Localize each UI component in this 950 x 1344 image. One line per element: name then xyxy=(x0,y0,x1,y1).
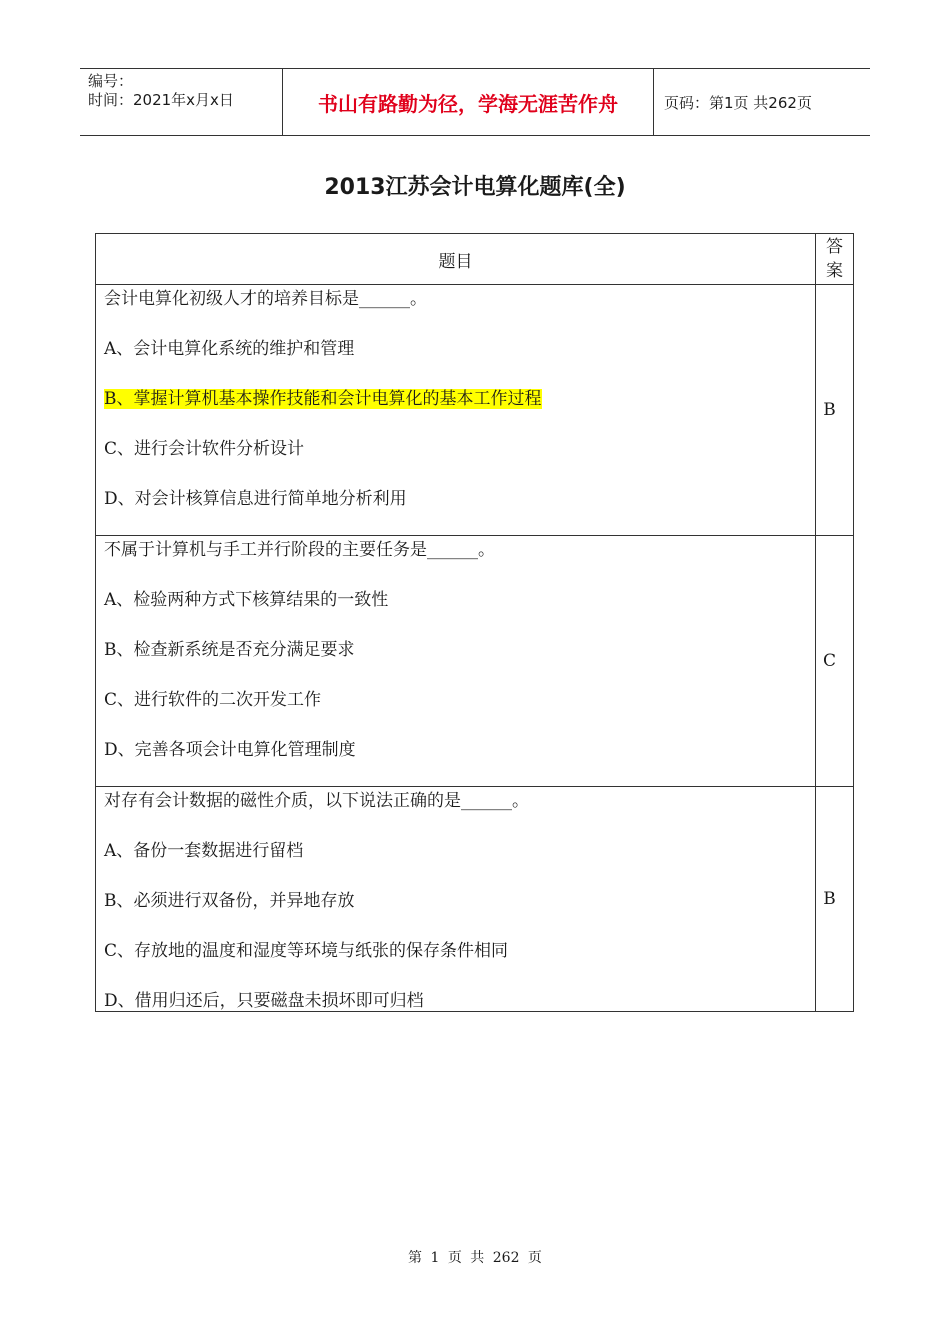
option-a: A、备份一套数据进行留档 xyxy=(104,841,304,861)
option-c: C、存放地的温度和湿度等环境与纸张的保存条件相同 xyxy=(104,941,509,961)
column-header-answer xyxy=(816,234,854,285)
option-d: D、借用归还后，只要磁盘未损坏即可归档 xyxy=(104,991,424,1011)
header-motto: 书山有路勤为径，学海无涯苦作舟 xyxy=(282,69,654,135)
option-c: C、进行会计软件分析设计 xyxy=(104,439,305,459)
answer-cell xyxy=(816,787,854,1012)
header-meta xyxy=(80,69,282,135)
answer-value: B xyxy=(823,400,836,420)
question-stem: 会计电算化初级人才的培养目标是______。 xyxy=(104,289,427,309)
question-table xyxy=(95,233,854,1012)
option-b: B、检查新系统是否充分满足要求 xyxy=(104,640,355,660)
answer-cell xyxy=(816,536,854,787)
table-header-row xyxy=(96,234,854,285)
page-footer: 第 1 页 共 262 页 xyxy=(408,1250,542,1266)
answer-header-text: 答案 xyxy=(826,237,844,281)
document-title: 2013江苏会计电算化题库(全) xyxy=(324,175,626,200)
question-row xyxy=(96,787,854,1012)
document-header xyxy=(80,68,870,136)
number-label: 编号： xyxy=(88,72,134,90)
question-stem: 对存有会计数据的磁性介质，以下说法正确的是______。 xyxy=(104,791,529,811)
question-cell xyxy=(96,285,816,536)
option-d: D、对会计核算信息进行简单地分析利用 xyxy=(104,489,407,509)
time-label: 时间：2021年x月x日 xyxy=(88,91,234,109)
column-header-question: 题目 xyxy=(96,234,816,285)
option-c: C、进行软件的二次开发工作 xyxy=(104,690,322,710)
header-page-info: 页码：第1页 共262页 xyxy=(664,93,812,112)
question-row xyxy=(96,536,854,787)
option-d: D、完善各项会计电算化管理制度 xyxy=(104,740,356,760)
option-a: A、检验两种方式下核算结果的一致性 xyxy=(104,590,389,610)
question-row xyxy=(96,285,854,536)
answer-value: B xyxy=(823,889,836,909)
option-b: B、必须进行双备份，并异地存放 xyxy=(104,891,355,911)
answer-cell xyxy=(816,285,854,536)
question-cell xyxy=(96,787,816,1012)
question-cell xyxy=(96,536,816,787)
answer-value: C xyxy=(823,651,837,671)
option-b-highlighted: B、掌握计算机基本操作技能和会计电算化的基本工作过程 xyxy=(104,389,542,409)
question-stem: 不属于计算机与手工并行阶段的主要任务是______。 xyxy=(104,540,495,560)
option-a: A、会计电算化系统的维护和管理 xyxy=(104,339,355,359)
